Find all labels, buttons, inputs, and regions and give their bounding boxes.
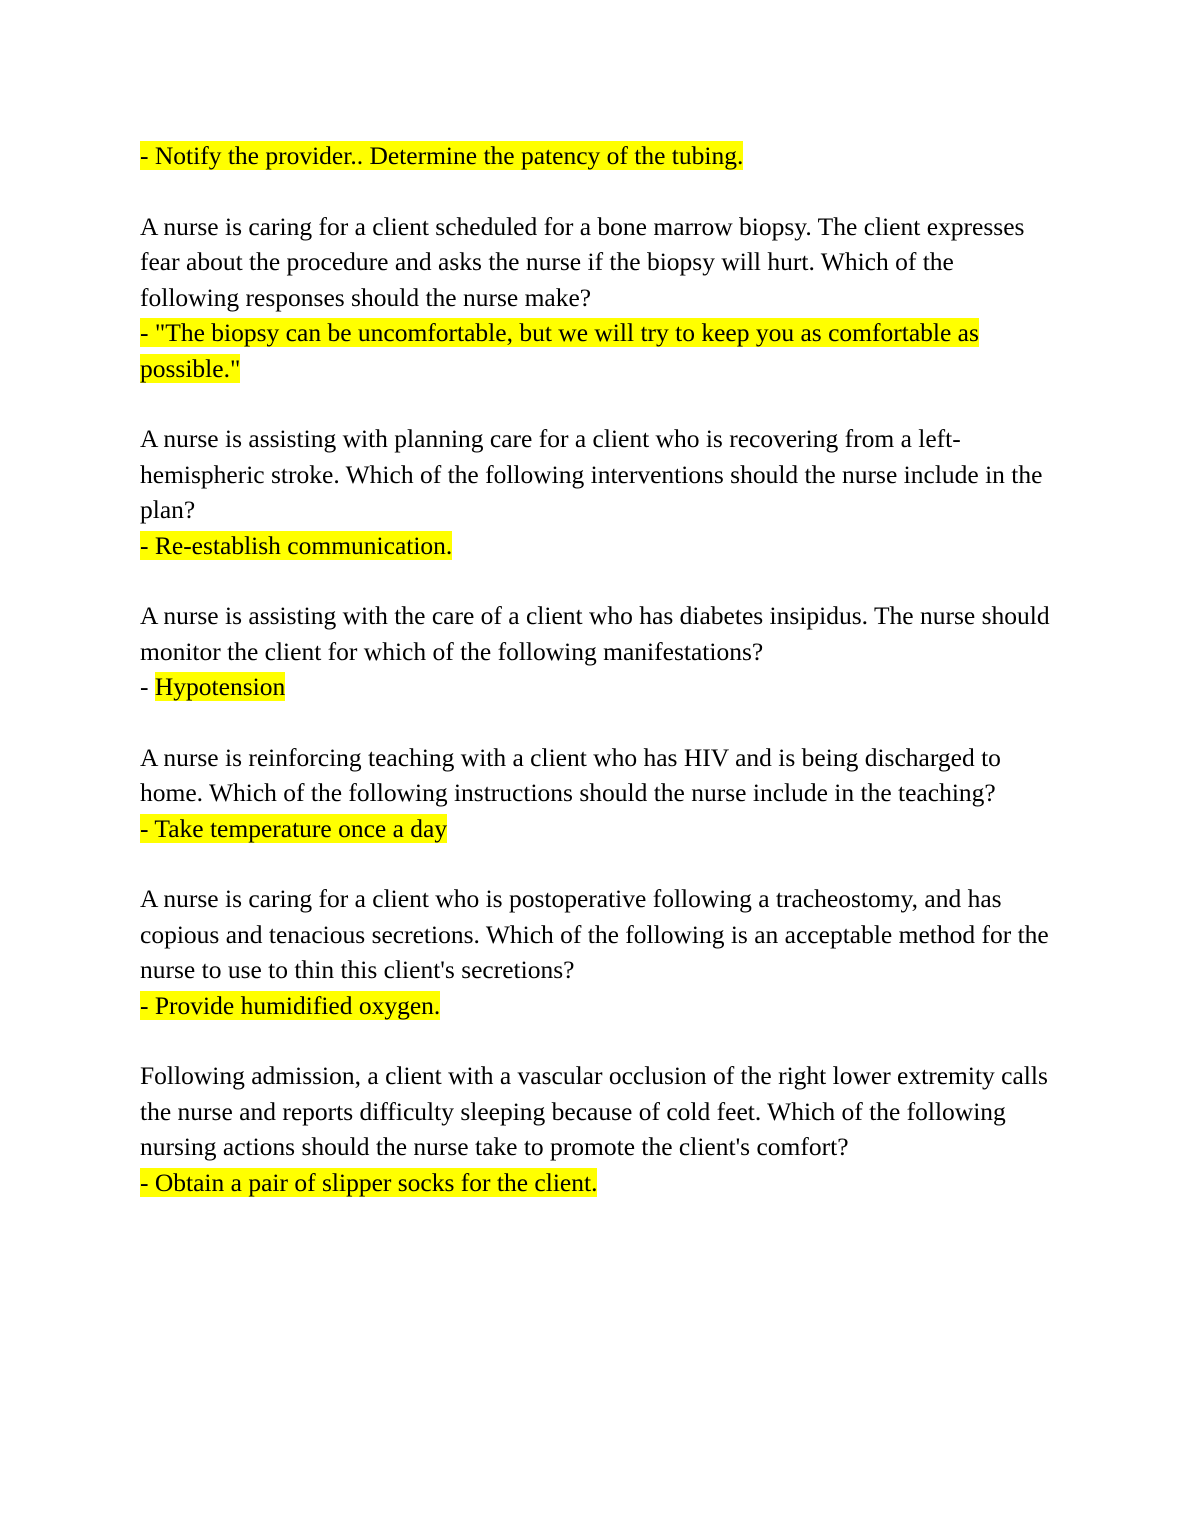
question-text: Following admission, a client with a vascular occlusion of the right lower extremity calls the nurse and reports difficulty sleeping because of cold feet. Which of the following nursing actions should the nurse take to promote the client's comfort? xyxy=(140,1061,1048,1161)
answer-highlight: - "The biopsy can be uncomfortable, but we will try to keep you as comfortable as possible." xyxy=(140,318,979,383)
answer-text xyxy=(140,988,1050,1024)
question-text: A nurse is caring for a client who is postoperative following a tracheostomy, and has copious and tenacious secretions. Which of the following is an acceptable method for the nurse to use to thin this client's secretions? xyxy=(140,884,1049,984)
answer-text xyxy=(140,528,1050,564)
answer-highlight: - Re-establish communication. xyxy=(140,530,453,560)
answer-text xyxy=(140,138,1050,174)
qa-block xyxy=(140,138,1050,174)
qa-block xyxy=(140,421,1050,563)
question-text: A nurse is assisting with the care of a client who has diabetes insipidus. The nurse should monitor the client for which of the following manifestations? xyxy=(140,601,1050,666)
answer-highlight: Hypotension xyxy=(154,672,286,701)
answer-text xyxy=(140,811,1050,847)
answer-text xyxy=(140,315,1050,386)
answer-dash: - xyxy=(140,672,155,701)
qa-block xyxy=(140,209,1050,387)
answer-highlight: - Provide humidified oxygen. xyxy=(140,990,441,1020)
answer-highlight: - Take temperature once a day xyxy=(140,813,448,843)
question-text: A nurse is reinforcing teaching with a client who has HIV and is being discharged to home. Which of the following instructions should the nurse include in the teaching? xyxy=(140,742,1001,807)
qa-block xyxy=(140,740,1050,847)
answer-text xyxy=(140,669,1050,705)
question-text: A nurse is assisting with planning care for a client who is recovering from a left-hemispheric stroke. Which of the following interventions should the nurse include in the plan? xyxy=(140,424,1043,524)
question-text: A nurse is caring for a client scheduled for a bone marrow biopsy. The client expresses fear about the procedure and asks the nurse if the biopsy will hurt. Which of the following responses should the nurse make? xyxy=(140,211,1025,312)
qa-block xyxy=(140,881,1050,1023)
answer-text xyxy=(140,1165,1050,1201)
qa-block xyxy=(140,598,1050,705)
document-body xyxy=(140,138,1050,1200)
answer-highlight: - Obtain a pair of slipper socks for the client. xyxy=(140,1167,598,1197)
qa-block xyxy=(140,1058,1050,1200)
answer-highlight: - Notify the provider.. Determine the patency of the tubing. xyxy=(140,141,744,170)
